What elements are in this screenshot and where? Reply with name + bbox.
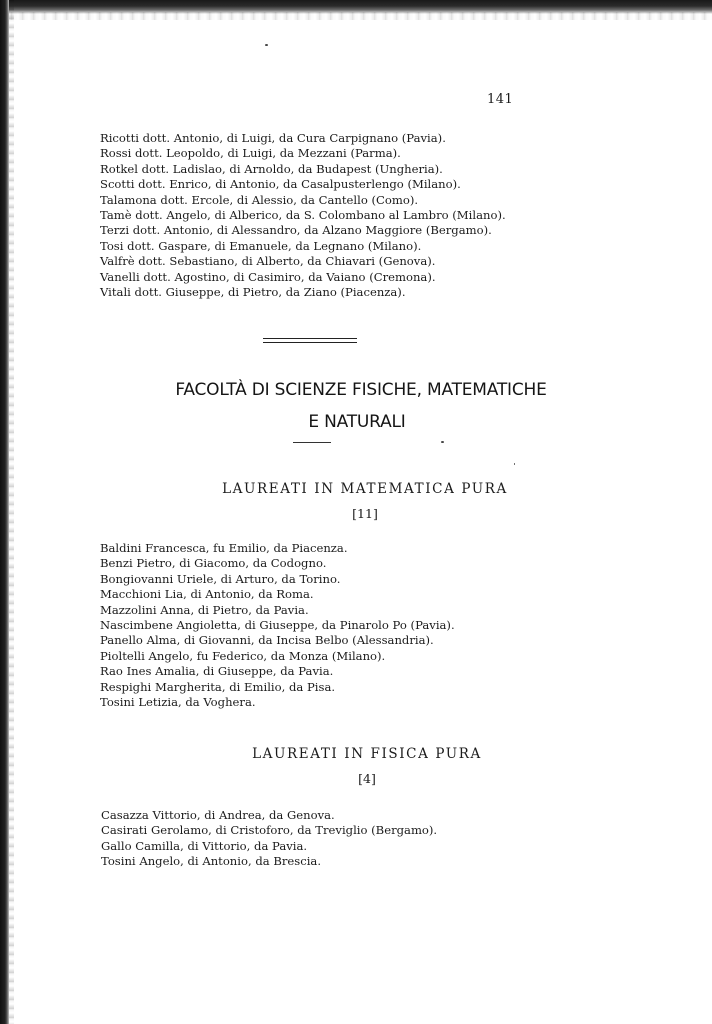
scan-speck — [265, 44, 268, 46]
list-item: Bongiovanni Uriele, di Arturo, da Torino. — [100, 571, 341, 586]
graduates-list-continued — [100, 131, 506, 300]
list-item: Benzi Pietro, di Giacomo, da Codogno. — [100, 556, 327, 571]
scan-speck — [441, 441, 444, 443]
list-item: Tamè dott. Angelo, di Alberico, da S. Colombano al Lambro (Milano). — [100, 208, 506, 223]
list-item: Vitali dott. Giuseppe, di Pietro, da Ziano (Piacenza). — [100, 285, 406, 300]
list-item: Respighi Margherita, di Emilio, da Pisa. — [100, 679, 336, 694]
list-item: Scotti dott. Enrico, di Antonio, da Casalpusterlengo (Milano). — [100, 177, 461, 192]
list-item: Rotkel dott. Ladislao, di Arnoldo, da Budapest (Ungheria). — [100, 161, 443, 176]
list-item: Casazza Vittorio, di Andrea, da Genova. — [101, 808, 335, 822]
list-item: Panello Alma, di Giovanni, da Incisa Belbo (Alessandria). — [100, 633, 434, 648]
list-item: Tosini Angelo, di Antonio, da Brescia. — [101, 854, 322, 869]
list-item: Talamona dott. Ercole, di Alessio, da Cantello (Como). — [100, 192, 419, 207]
physics-section-heading: LAUREATI IN FISICA PURA — [252, 746, 482, 762]
list-item: Rao Ines Amalia, di Giuseppe, da Pavia. — [100, 664, 334, 679]
list-item: Baldini Francesca, fu Emilio, da Piacenza. — [100, 541, 348, 555]
list-item: Tosini Letizia, da Voghera. — [100, 695, 256, 710]
list-item: Nascimbene Angioletta, di Giuseppe, da Pinarolo Po (Pavia). — [100, 618, 455, 633]
list-item: Macchioni Lia, di Antonio, da Roma. — [100, 587, 314, 602]
list-item: Casirati Gerolamo, di Cristoforo, da Treviglio (Bergamo). — [101, 823, 438, 838]
list-item: Valfrè dott. Sebastiano, di Alberto, da Chiavari (Genova). — [100, 254, 436, 269]
title-underline-rule — [293, 442, 331, 443]
faculty-title-line-1: FACOLTÀ DI SCIENZE FISICHE, MATEMATICHE — [175, 380, 547, 400]
physics-graduates-list — [101, 808, 437, 870]
list-item: Tosi dott. Gaspare, di Emanuele, da Legnano (Milano). — [100, 238, 422, 253]
scan-speck — [514, 463, 515, 465]
list-item: Vanelli dott. Agostino, di Casimiro, da Vaiano (Cremona). — [100, 269, 436, 284]
list-item: Gallo Camilla, di Vittorio, da Pavia. — [101, 838, 308, 853]
list-item: Terzi dott. Antonio, di Alessandro, da Alzano Maggiore (Bergamo). — [100, 223, 492, 238]
page-number: 141 — [487, 92, 514, 107]
math-graduate-count: [11] — [352, 506, 378, 521]
faculty-title-line-2: E NATURALI — [308, 412, 406, 432]
list-item: Ricotti dott. Antonio, di Luigi, da Cura Carpignano (Pavia). — [100, 131, 446, 145]
list-item: Rossi dott. Leopoldo, di Luigi, da Mezzani (Parma). — [100, 146, 401, 161]
math-graduates-list — [100, 541, 455, 710]
list-item: Pioltelli Angelo, fu Federico, da Monza (Milano). — [100, 648, 386, 663]
physics-graduate-count: [4] — [358, 771, 376, 786]
section-divider-double-rule — [263, 338, 357, 343]
math-section-heading: LAUREATI IN MATEMATICA PURA — [222, 481, 508, 497]
scan-noise-top — [0, 12, 712, 20]
list-item: Mazzolini Anna, di Pietro, da Pavia. — [100, 602, 309, 617]
